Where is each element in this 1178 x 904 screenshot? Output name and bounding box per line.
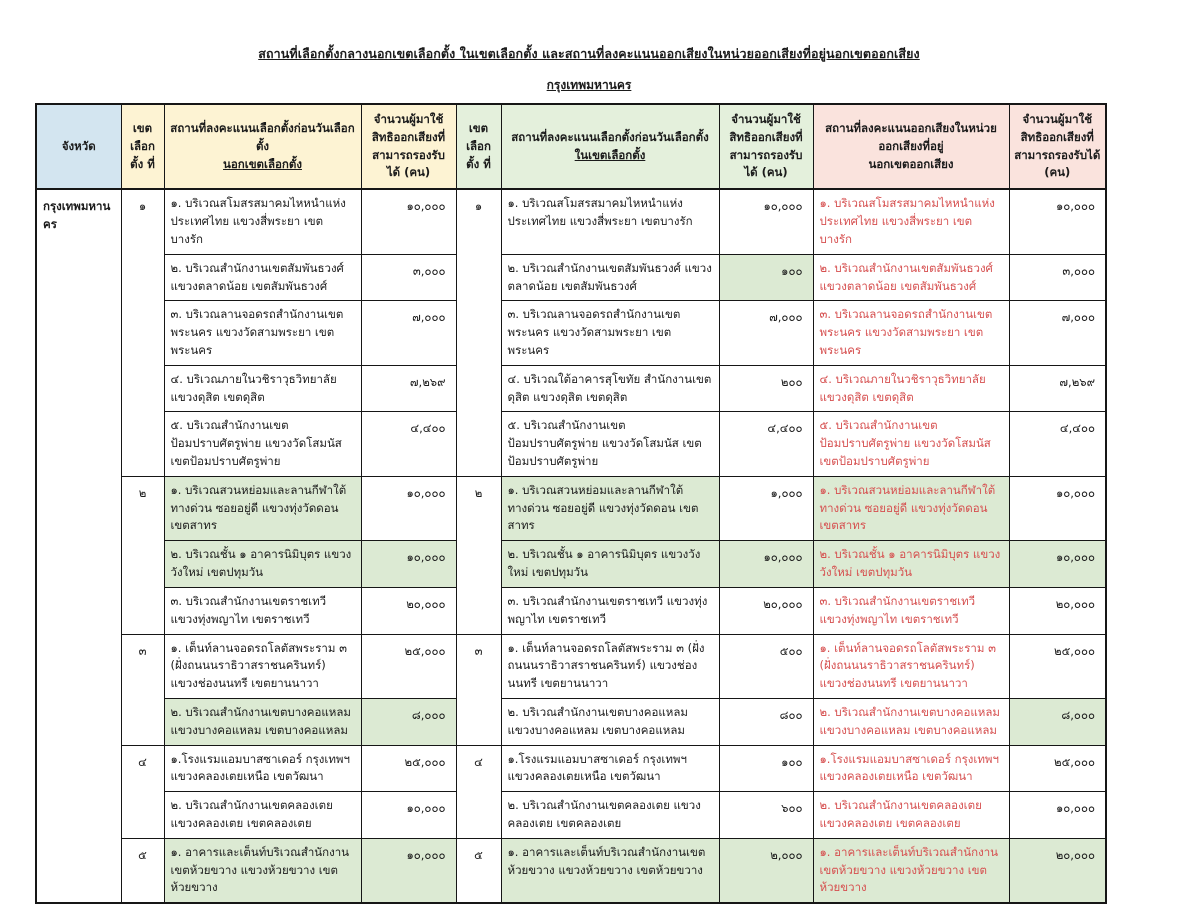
capacity-cell-in: ๑๐๐ [719, 254, 813, 301]
place-cell-in: ๒. บริเวณสำนักงานเขตคลองเตย แขวงคลองเตย เขตคลองเตย [501, 792, 719, 839]
zone-cell-out: ๑ [121, 189, 164, 476]
page-subtitle: กรุงเทพมหานคร [546, 78, 632, 92]
place-cell-in: ๑. บริเวณสโมสรสมาคมไหหนำแห่งประเทศไทย แขวงสี่พระยา เขตบางรัก [501, 189, 719, 254]
capacity-cell-in: ๗,๐๐๐ [719, 301, 813, 365]
zone-cell-out: ๓ [121, 634, 164, 745]
place-cell-in: ๔. บริเวณใต้อาคารสุโขทัย สำนักงานเขตดุสิต แขวงดุสิต เขตดุสิต [501, 365, 719, 412]
place-cell-unit: ๔. บริเวณภายในวชิราวุธวิทยาลัย แขวงดุสิต เขตดุสิต [813, 365, 1009, 412]
capacity-cell-out: ๑๐,๐๐๐ [361, 838, 456, 903]
place-cell-out: ๑. บริเวณสวนหย่อมและลานกีฬาใต้ทางด่วน ซอยอยู่ดี แขวงทุ่งวัดดอน เขตสาทร [164, 476, 361, 540]
capacity-cell-unit: ๒๕,๐๐๐ [1009, 745, 1106, 792]
capacity-cell-out: ๒๐,๐๐๐ [361, 587, 456, 634]
capacity-cell-in: ๑,๐๐๐ [719, 476, 813, 540]
capacity-cell-out: ๑๐,๐๐๐ [361, 792, 456, 839]
capacity-cell-out: ๒๕,๐๐๐ [361, 634, 456, 698]
capacity-cell-in: ๘๐๐ [719, 698, 813, 745]
place-cell-in: ๑. อาคารและเต็นท์บริเวณสำนักงานเขตห้วยขวาง แขวงห้วยขวาง เขตห้วยขวาง [501, 838, 719, 903]
page-title: สถานที่เลือกตั้งกลางนอกเขตเลือกตั้ง ในเขตเลือกตั้ง และสถานที่ลงคะแนนออกเสียงในหน่วยออกเสียงที่อยู่นอกเขตออกเสียง [258, 46, 920, 61]
place-cell-in: ๕. บริเวณสำนักงานเขตป้อมปราบศัตรูพ่าย แขวงวัดโสมนัส เขตป้อมปราบศัตรูพ่าย [501, 412, 719, 476]
place-cell-unit: ๕. บริเวณสำนักงานเขตป้อมปราบศัตรูพ่าย แขวงวัดโสมนัส เขตป้อมปราบศัตรูพ่าย [813, 412, 1009, 476]
header-place-pre-out-sub: นอกเขตเลือกตั้ง [223, 156, 302, 171]
place-cell-unit: ๑. บริเวณสโมสรสมาคมไหหนำแห่งประเทศไทย แขวงสี่พระยา เขตบางรัก [813, 189, 1009, 254]
header-place-unit [813, 104, 1009, 189]
table-body [36, 189, 1106, 903]
capacity-cell-out: ๔,๔๐๐ [361, 412, 456, 476]
zone-cell-in: ๔ [456, 745, 501, 838]
table-row [36, 698, 1106, 745]
capacity-cell-unit: ๔,๔๐๐ [1009, 412, 1106, 476]
zone-cell-in: ๒ [456, 476, 501, 634]
capacity-cell-unit: ๗,๐๐๐ [1009, 301, 1106, 365]
place-cell-in: ๒. บริเวณสำนักงานเขตบางคอแหลม แขวงบางคอแหลม เขตบางคอแหลม [501, 698, 719, 745]
place-cell-unit: ๓. บริเวณลานจอดรถสำนักงานเขตพระนคร แขวงวัดสามพระยา เขตพระนคร [813, 301, 1009, 365]
place-cell-unit: ๒. บริเวณสำนักงานเขตบางคอแหลม แขวงบางคอแหลม เขตบางคอแหลม [813, 698, 1009, 745]
header-capacity-unit: จำนวนผู้มาใช้สิทธิออกเสียงที่สามารถรองรับได้ (คน) [1009, 104, 1106, 189]
place-cell-unit: ๑. อาคารและเต็นท์บริเวณสำนักงานเขตห้วยขวาง แขวงห้วยขวาง เขตห้วยขวาง [813, 838, 1009, 903]
zone-cell-out: ๕ [121, 838, 164, 903]
capacity-cell-in: ๑๐๐ [719, 745, 813, 792]
place-cell-unit: ๑. เต็นท์ลานจอดรถโลตัสพระราม ๓ (ฝั่งถนนนราธิวาสราชนครินทร์) แขวงช่องนนทรี เขตยานนาวา [813, 634, 1009, 698]
place-cell-in: ๒. บริเวณสำนักงานเขตสัมพันธวงศ์ แขวงตลาดน้อย เขตสัมพันธวงศ์ [501, 254, 719, 301]
capacity-cell-out: ๘,๐๐๐ [361, 698, 456, 745]
capacity-cell-unit: ๒๐,๐๐๐ [1009, 838, 1106, 903]
capacity-cell-out: ๑๐,๐๐๐ [361, 541, 456, 588]
capacity-cell-in: ๒๐,๐๐๐ [719, 587, 813, 634]
place-cell-in: ๑.โรงแรมแอมบาสซาเดอร์ กรุงเทพฯ แขวงคลองเตยเหนือ เขตวัฒนา [501, 745, 719, 792]
zone-cell-in: ๓ [456, 634, 501, 745]
capacity-cell-out: ๑๐,๐๐๐ [361, 189, 456, 254]
polling-stations-table [35, 103, 1107, 904]
place-cell-in: ๑. บริเวณสวนหย่อมและลานกีฬาใต้ทางด่วน ซอยอยู่ดี แขวงทุ่งวัดดอน เขตสาทร [501, 476, 719, 540]
header-place-unit-title: สถานที่ลงคะแนนออกเสียงในหน่วยออกเสียงที่อยู่ [825, 120, 997, 153]
place-cell-in: ๑. เต็นท์ลานจอดรถโลตัสพระราม ๓ (ฝั่งถนนนราธิวาสราชนครินทร์) แขวงช่องนนทรี เขตยานนาวา [501, 634, 719, 698]
header-place-pre-out [164, 104, 361, 189]
capacity-cell-out: ๓,๐๐๐ [361, 254, 456, 301]
header-place-pre-in [501, 104, 719, 189]
place-cell-unit: ๑.โรงแรมแอมบาสซาเดอร์ กรุงเทพฯ แขวงคลองเตยเหนือ เขตวัฒนา [813, 745, 1009, 792]
place-cell-in: ๓. บริเวณสำนักงานเขตราชเทวี แขวงทุ่งพญาไท เขตราชเทวี [501, 587, 719, 634]
table-row [36, 541, 1106, 588]
place-cell-unit: ๒. บริเวณสำนักงานเขตสัมพันธวงศ์ แขวงตลาดน้อย เขตสัมพันธวงศ์ [813, 254, 1009, 301]
capacity-cell-out: ๗,๒๖๙ [361, 365, 456, 412]
capacity-cell-in: ๕๐๐ [719, 634, 813, 698]
table-row [36, 301, 1106, 365]
capacity-cell-out: ๗,๐๐๐ [361, 301, 456, 365]
header-capacity-in: จำนวนผู้มาใช้สิทธิออกเสียงที่สามารถรองรับได้ (คน) [719, 104, 813, 189]
capacity-cell-unit: ๑๐,๐๐๐ [1009, 189, 1106, 254]
place-cell-out: ๑. เต็นท์ลานจอดรถโลตัสพระราม ๓ (ฝั่งถนนนราธิวาสราชนครินทร์) แขวงช่องนนทรี เขตยานนาวา [164, 634, 361, 698]
capacity-cell-unit: ๘,๐๐๐ [1009, 698, 1106, 745]
place-cell-unit: ๒. บริเวณสำนักงานเขตคลองเตย แขวงคลองเตย เขตคลองเตย [813, 792, 1009, 839]
place-cell-out: ๑.โรงแรมแอมบาสซาเดอร์ กรุงเทพฯ แขวงคลองเตยเหนือ เขตวัฒนา [164, 745, 361, 792]
table-row [36, 792, 1106, 839]
table-row [36, 365, 1106, 412]
place-cell-out: ๔. บริเวณภายในวชิราวุธวิทยาลัย แขวงดุสิต เขตดุสิต [164, 365, 361, 412]
zone-cell-out: ๒ [121, 476, 164, 634]
header-place-unit-sub: นอกเขตออกเสียง [868, 156, 954, 171]
capacity-cell-in: ๖๐๐ [719, 792, 813, 839]
capacity-cell-in: ๑๐,๐๐๐ [719, 189, 813, 254]
table-row [36, 189, 1106, 254]
capacity-cell-out: ๒๕,๐๐๐ [361, 745, 456, 792]
header-zone-in: เขต เลือกตั้ง ที่ [456, 104, 501, 189]
capacity-cell-unit: ๒๐,๐๐๐ [1009, 587, 1106, 634]
header-place-pre-in-sub: ในเขตเลือกตั้ง [574, 147, 646, 162]
place-cell-out: ๒. บริเวณสำนักงานเขตบางคอแหลม แขวงบางคอแหลม เขตบางคอแหลม [164, 698, 361, 745]
header-zone-out: เขต เลือกตั้ง ที่ [121, 104, 164, 189]
place-cell-in: ๓. บริเวณลานจอดรถสำนักงานเขตพระนคร แขวงวัดสามพระยา เขตพระนคร [501, 301, 719, 365]
table-row [36, 254, 1106, 301]
capacity-cell-in: ๑๐,๐๐๐ [719, 541, 813, 588]
place-cell-unit: ๒. บริเวณชั้น ๑ อาคารนิมิบุตร แขวงวังใหม่ เขตปทุมวัน [813, 541, 1009, 588]
place-cell-out: ๑. บริเวณสโมสรสมาคมไหหนำแห่งประเทศไทย แขวงสี่พระยา เขตบางรัก [164, 189, 361, 254]
zone-cell-in: ๑ [456, 189, 501, 476]
header-province: จังหวัด [36, 104, 121, 189]
zone-cell-out: ๔ [121, 745, 164, 838]
place-cell-out: ๒. บริเวณสำนักงานเขตคลองเตย แขวงคลองเตย เขตคลองเตย [164, 792, 361, 839]
table-row [36, 587, 1106, 634]
header-place-pre-out-title: สถานที่ลงคะแนนเลือกตั้งก่อนวันเลือกตั้ง [170, 120, 355, 153]
table-row [36, 634, 1106, 698]
capacity-cell-out: ๑๐,๐๐๐ [361, 476, 456, 540]
place-cell-unit: ๓. บริเวณสำนักงานเขตราชเทวี แขวงทุ่งพญาไท เขตราชเทวี [813, 587, 1009, 634]
table-row [36, 476, 1106, 540]
capacity-cell-unit: ๑๐,๐๐๐ [1009, 792, 1106, 839]
table-row [36, 745, 1106, 792]
capacity-cell-unit: ๑๐,๐๐๐ [1009, 476, 1106, 540]
place-cell-out: ๓. บริเวณลานจอดรถสำนักงานเขตพระนคร แขวงวัดสามพระยา เขตพระนคร [164, 301, 361, 365]
capacity-cell-in: ๒,๐๐๐ [719, 838, 813, 903]
table-row [36, 412, 1106, 476]
place-cell-out: ๕. บริเวณสำนักงานเขตป้อมปราบศัตรูพ่าย แขวงวัดโสมนัส เขตป้อมปราบศัตรูพ่าย [164, 412, 361, 476]
capacity-cell-unit: ๒๕,๐๐๐ [1009, 634, 1106, 698]
capacity-cell-in: ๒๐๐ [719, 365, 813, 412]
capacity-cell-unit: ๑๐,๐๐๐ [1009, 541, 1106, 588]
table-row [36, 838, 1106, 903]
place-cell-out: ๒. บริเวณชั้น ๑ อาคารนิมิบุตร แขวงวังใหม่ เขตปทุมวัน [164, 541, 361, 588]
capacity-cell-unit: ๓,๐๐๐ [1009, 254, 1106, 301]
province-cell: กรุงเทพมหานคร [36, 189, 121, 903]
header-capacity-out: จำนวนผู้มาใช้สิทธิออกเสียงที่สามารถรองรับได้ (คน) [361, 104, 456, 189]
header-row [36, 104, 1106, 189]
place-cell-in: ๒. บริเวณชั้น ๑ อาคารนิมิบุตร แขวงวังใหม่ เขตปทุมวัน [501, 541, 719, 588]
place-cell-out: ๓. บริเวณสำนักงานเขตราชเทวี แขวงทุ่งพญาไท เขตราชเทวี [164, 587, 361, 634]
place-cell-out: ๒. บริเวณสำนักงานเขตสัมพันธวงศ์ แขวงตลาดน้อย เขตสัมพันธวงศ์ [164, 254, 361, 301]
place-cell-out: ๑. อาคารและเต็นท์บริเวณสำนักงานเขตห้วยขวาง แขวงห้วยขวาง เขตห้วยขวาง [164, 838, 361, 903]
capacity-cell-unit: ๗,๒๖๙ [1009, 365, 1106, 412]
header-place-pre-in-title: สถานที่ลงคะแนนเลือกตั้งก่อนวันเลือกตั้ง [511, 129, 709, 144]
zone-cell-in: ๕ [456, 838, 501, 903]
capacity-cell-in: ๔,๔๐๐ [719, 412, 813, 476]
place-cell-unit: ๑. บริเวณสวนหย่อมและลานกีฬาใต้ทางด่วน ซอยอยู่ดี แขวงทุ่งวัดดอน เขตสาทร [813, 476, 1009, 540]
